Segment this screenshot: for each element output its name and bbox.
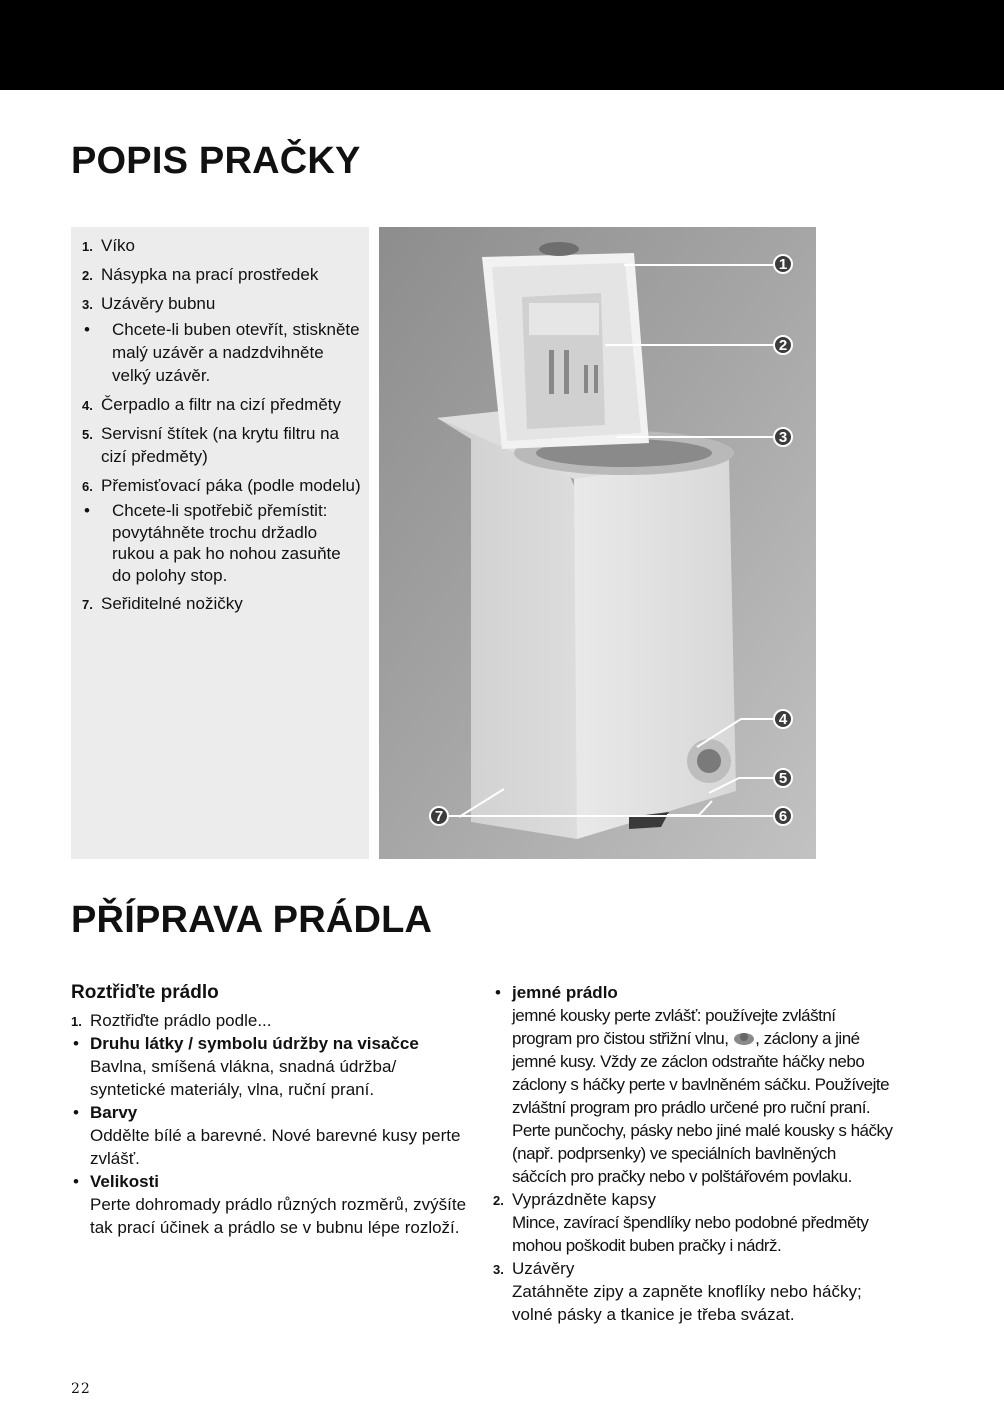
subtitle: Roztřiďte prádlo (71, 982, 219, 1003)
list-item: 4. Čerpadlo a filtr na cizí předměty (82, 395, 341, 414)
section-title-description: POPIS PRAČKY (71, 140, 361, 182)
list-item: 5. Servisní štítek (na krytu filtru na cizí předměty) (82, 424, 340, 466)
svg-text:7: 7 (434, 808, 444, 825)
list-bullet: • Chcete-li buben otevřít, stiskněte malý uzávěr a nadzdvihněte velký uzávěr. (84, 320, 360, 385)
list-item: 3. Uzávěry bubnu (82, 294, 216, 313)
bullet: • Barvy Oddělte bílé a barevné. Nové barevné kusy perte zvlášť. (73, 1103, 461, 1168)
delicates-column (493, 981, 893, 1326)
step: 1. Roztřiďte prádlo podle... (71, 1011, 272, 1030)
step: 2. Vyprázdněte kapsy Mince, zavírací špendlíky nebo podobné předměty mohou poškodit buben pračky i nádrž. (493, 1190, 869, 1255)
list-bullet: • Chcete-li spotřebič přemístit: povytáhněte trochu držadlo rukou a pak ho nohou zasuňte do polohy stop. (84, 501, 341, 585)
svg-text:1: 1 (778, 256, 788, 273)
list-item: 1. Víko (82, 236, 136, 255)
svg-text:5: 5 (778, 770, 788, 787)
parts-list (82, 234, 364, 621)
callout-5 (774, 769, 792, 787)
callout-6 (774, 807, 792, 825)
svg-text:3: 3 (778, 429, 788, 446)
svg-text:2: 2 (778, 337, 788, 354)
list-item: 7. Seřiditelné nožičky (82, 594, 243, 613)
svg-text:4: 4 (778, 711, 788, 728)
callout-2 (774, 336, 792, 354)
svg-text:6: 6 (778, 808, 788, 825)
washing-machine-photo (379, 227, 816, 859)
callout-4 (774, 710, 792, 728)
sorting-column (71, 981, 471, 1239)
step: 3. Uzávěry Zatáhněte zipy a zapněte knoflíky nebo háčky; volné pásky a tkanice je třeba svázat. (493, 1259, 862, 1324)
bullet: • Druhu látky / symbolu údržby na visačce Bavlna, smíšená vlákna, snadná údržba/ syntetické materiály, vlna, ruční praní. (73, 1034, 419, 1099)
bullet: • jemné prádlo jemné kousky perte zvlášť: používejte zvláštní program pro čistou střižní vlnu, , záclony a jiné jemné kusy. Vždy ze záclon odstraňte háčky nebo záclony s háčky perte v bavlněném sáčku. Používejte zvláštní program pro prádlo určené pro ruční praní. Perte punčochy, pásky nebo jiné malé kousky s háčky (např. podprsenky) ve speciálních bavlněných sáčcích pro pračky nebo v polštářovém povlaku. (495, 983, 893, 1186)
section-title-preparation: PŘÍPRAVA PRÁDLA (71, 899, 433, 941)
wool-symbol-icon (733, 1030, 755, 1046)
bullet: • Velikosti Perte dohromady prádlo různých rozměrů, zvýšíte tak prací účinek a prádlo se v bubnu lépe rozloží. (73, 1172, 467, 1237)
callout-7 (430, 807, 448, 825)
top-black-bar (0, 0, 1004, 90)
list-item: 2. Násypka na prací prostředek (82, 265, 319, 284)
page-number: 22 (71, 1381, 91, 1397)
list-item: 6. Přemisťovací páka (podle modelu) (82, 476, 361, 495)
callout-1 (774, 255, 792, 273)
callout-3 (774, 428, 792, 446)
